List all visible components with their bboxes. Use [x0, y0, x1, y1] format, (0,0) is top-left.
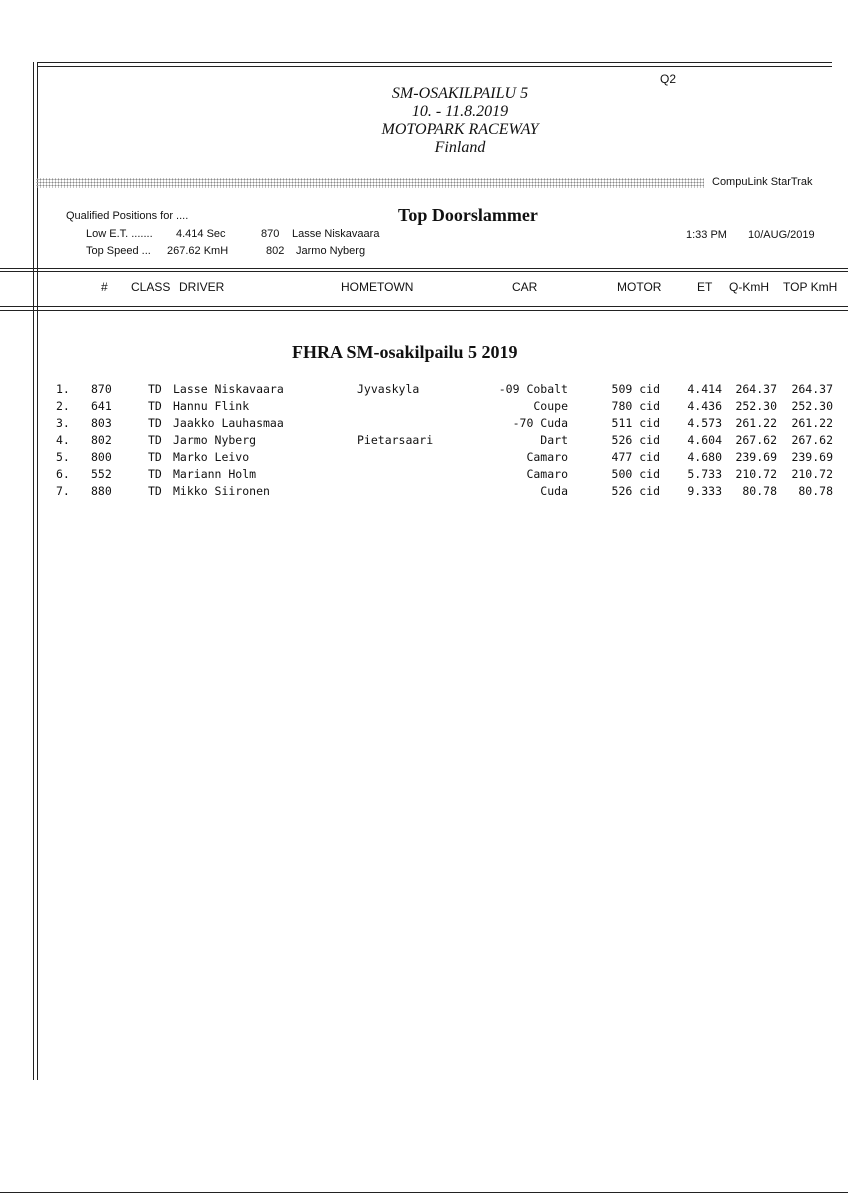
top-speed-number: 802	[266, 245, 285, 257]
cell-cls: TD	[148, 484, 162, 498]
cell-num: 800	[91, 450, 112, 464]
cell-qkmh: 264.37	[735, 382, 777, 396]
low-et-driver: Lasse Niskavaara	[292, 228, 380, 240]
cell-topkmh: 239.69	[791, 450, 833, 464]
table-row	[0, 484, 848, 501]
cell-cls: TD	[148, 382, 162, 396]
cell-car: Cuda	[540, 484, 568, 498]
table-row	[0, 467, 848, 484]
cell-driver: Lasse Niskavaara	[173, 382, 284, 396]
cell-pos: 1.	[56, 382, 70, 396]
cell-et: 5.733	[687, 467, 722, 481]
col-num: #	[101, 280, 108, 294]
table-row	[0, 416, 848, 433]
left-border-outer	[33, 62, 34, 1080]
col-hometown: HOMETOWN	[341, 280, 414, 294]
cell-qkmh: 80.78	[742, 484, 777, 498]
cell-car: Coupe	[533, 399, 568, 413]
cell-num: 870	[91, 382, 112, 396]
cell-topkmh: 210.72	[791, 467, 833, 481]
cell-pos: 6.	[56, 467, 70, 481]
report-date: 10/AUG/2019	[748, 229, 815, 241]
col-et: ET	[697, 280, 713, 294]
event-country: Finland	[434, 139, 486, 156]
cell-pos: 4.	[56, 433, 70, 447]
event-venue: MOTOPARK RACEWAY	[381, 121, 539, 138]
cell-cls: TD	[148, 433, 162, 447]
cell-topkmh: 80.78	[798, 484, 833, 498]
cell-qkmh: 239.69	[735, 450, 777, 464]
class-title: Top Doorslammer	[398, 205, 538, 225]
col-car: CAR	[512, 280, 538, 294]
brand-label: CompuLink StarTrak	[712, 176, 813, 188]
cell-topkmh: 267.62	[791, 433, 833, 447]
session-label: Q2	[660, 72, 677, 86]
low-et-label: Low E.T. .......	[86, 228, 153, 240]
cell-car: Camaro	[526, 450, 568, 464]
cell-car: -70 Cuda	[512, 416, 568, 430]
cell-motor: 500 cid	[611, 467, 660, 481]
table-row	[0, 433, 848, 450]
cell-num: 880	[91, 484, 112, 498]
cell-qkmh: 252.30	[735, 399, 777, 413]
cell-topkmh: 252.30	[791, 399, 833, 413]
divider-before-columns-2	[0, 271, 848, 272]
cell-topkmh: 261.22	[791, 416, 833, 430]
section-title: FHRA SM-osakilpailu 5 2019	[292, 342, 518, 362]
cell-hometown: Pietarsaari	[357, 433, 434, 447]
cell-et: 4.414	[687, 382, 722, 396]
cell-motor: 477 cid	[611, 450, 660, 464]
cell-hometown: Jyvaskyla	[357, 382, 420, 396]
top-border	[37, 62, 832, 63]
event-title: SM-OSAKILPAILU 5	[391, 85, 529, 102]
cell-num: 802	[91, 433, 112, 447]
cell-driver: Jarmo Nyberg	[173, 433, 257, 447]
cell-pos: 2.	[56, 399, 70, 413]
cell-pos: 7.	[56, 484, 70, 498]
table-row	[0, 382, 848, 399]
cell-car: Camaro	[526, 467, 568, 481]
cell-motor: 511 cid	[611, 416, 660, 430]
dotted-band	[36, 178, 704, 188]
cell-qkmh: 261.22	[735, 416, 777, 430]
divider-before-columns	[0, 268, 848, 269]
top-speed-driver: Jarmo Nyberg	[296, 245, 366, 257]
top-border-second	[37, 66, 832, 67]
report-time: 1:33 PM	[686, 229, 727, 241]
low-et-number: 870	[261, 228, 280, 240]
top-speed-label: Top Speed ...	[86, 245, 151, 257]
cell-et: 4.604	[687, 433, 722, 447]
col-motor: MOTOR	[617, 280, 662, 294]
low-et-value: 4.414 Sec	[176, 228, 226, 240]
top-speed-value: 267.62 KmH	[167, 245, 229, 257]
col-class: CLASS	[131, 280, 171, 294]
cell-car: Dart	[540, 433, 568, 447]
table-row	[0, 450, 848, 467]
cell-pos: 5.	[56, 450, 70, 464]
cell-driver: Jaakko Lauhasmaa	[173, 416, 284, 430]
col-topkmh: TOP KmH	[783, 280, 838, 294]
cell-driver: Mikko Siironen	[173, 484, 270, 498]
table-row	[0, 399, 848, 416]
cell-topkmh: 264.37	[791, 382, 833, 396]
qualified-label: Qualified Positions for ....	[66, 210, 189, 222]
cell-cls: TD	[148, 450, 162, 464]
cell-et: 9.333	[687, 484, 722, 498]
cell-et: 4.436	[687, 399, 722, 413]
cell-motor: 526 cid	[611, 484, 660, 498]
cell-cls: TD	[148, 399, 162, 413]
cell-num: 552	[91, 467, 112, 481]
cell-num: 803	[91, 416, 112, 430]
left-border-inner	[37, 62, 38, 1080]
cell-driver: Hannu Flink	[173, 399, 250, 413]
cell-motor: 526 cid	[611, 433, 660, 447]
divider-after-columns-2	[0, 310, 848, 311]
cell-cls: TD	[148, 416, 162, 430]
cell-num: 641	[91, 399, 112, 413]
cell-qkmh: 210.72	[735, 467, 777, 481]
col-driver: DRIVER	[179, 280, 225, 294]
cell-qkmh: 267.62	[735, 433, 777, 447]
divider-after-columns	[0, 306, 848, 307]
cell-driver: Mariann Holm	[173, 467, 257, 481]
col-qkmh: Q-KmH	[729, 280, 769, 294]
cell-motor: 780 cid	[611, 399, 660, 413]
cell-et: 4.680	[687, 450, 722, 464]
cell-car: -09 Cobalt	[498, 382, 568, 396]
cell-et: 4.573	[687, 416, 722, 430]
cell-pos: 3.	[56, 416, 70, 430]
cell-driver: Marko Leivo	[173, 450, 250, 464]
bottom-line	[0, 1192, 848, 1193]
cell-motor: 509 cid	[611, 382, 660, 396]
cell-cls: TD	[148, 467, 162, 481]
event-dates: 10. - 11.8.2019	[411, 103, 509, 120]
